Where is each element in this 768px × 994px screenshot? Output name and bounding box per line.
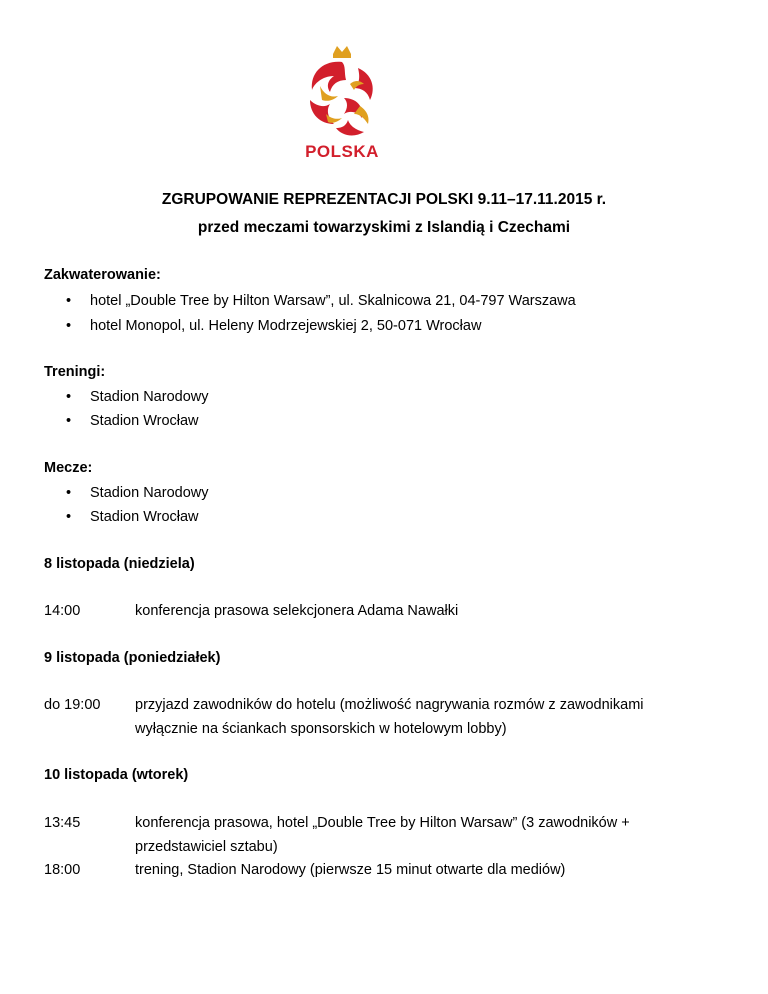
schedule-time: 14:00: [44, 603, 81, 619]
document-title: ZGRUPOWANIE REPREZENTACJI POLSKI 9.11–17.11.2015 r.: [161, 191, 607, 208]
schedule-description: konferencja prasowa, hotel „Double Tree by Hilton Warsaw” (3 zawodników +: [135, 815, 630, 831]
schedule-description-continued: wyłącznie na ściankach sponsorskich w hotelowym lobby): [135, 721, 507, 737]
list-item: hotel Monopol, ul. Heleny Modrzejewskiej 2, 50-071 Wrocław: [90, 318, 482, 334]
list-item: Stadion Narodowy: [90, 485, 209, 501]
list-item: Stadion Wrocław: [90, 509, 199, 525]
list-item: Stadion Narodowy: [90, 389, 209, 405]
schedule-time: 13:45: [44, 815, 81, 831]
schedule-description-continued: przedstawiciel sztabu): [135, 839, 278, 855]
eagle-crest-icon: [300, 44, 384, 142]
logo-wordmark: POLSKA: [305, 142, 379, 161]
bullet-icon: •: [66, 389, 72, 405]
bullet-icon: •: [66, 318, 72, 334]
bullet-icon: •: [66, 293, 72, 309]
section-heading-matches: Mecze:: [44, 460, 93, 476]
day-heading: 10 listopada (wtorek): [44, 767, 189, 783]
schedule-time: 18:00: [44, 862, 81, 878]
schedule-description: przyjazd zawodników do hotelu (możliwość nagrywania rozmów z zawodnikami: [135, 697, 644, 713]
bullet-icon: •: [66, 413, 72, 429]
day-heading: 9 listopada (poniedziałek): [44, 650, 221, 666]
schedule-time: do 19:00: [44, 697, 101, 713]
section-heading-trainings: Treningi:: [44, 364, 106, 380]
day-heading: 8 listopada (niedziela): [44, 556, 195, 572]
schedule-description: trening, Stadion Narodowy (pierwsze 15 minut otwarte dla mediów): [135, 862, 566, 878]
pzpn-logo: [300, 44, 384, 162]
schedule-description: konferencja prasowa selekcjonera Adama Nawałki: [135, 603, 459, 619]
bullet-icon: •: [66, 485, 72, 501]
list-item: hotel „Double Tree by Hilton Warsaw”, ul. Skalnicowa 21, 04-797 Warszawa: [90, 293, 576, 309]
document-subtitle: przed meczami towarzyskimi z Islandią i Czechami: [197, 219, 571, 236]
list-item: Stadion Wrocław: [90, 413, 199, 429]
bullet-icon: •: [66, 509, 72, 525]
section-heading-accommodation: Zakwaterowanie:: [44, 267, 161, 283]
